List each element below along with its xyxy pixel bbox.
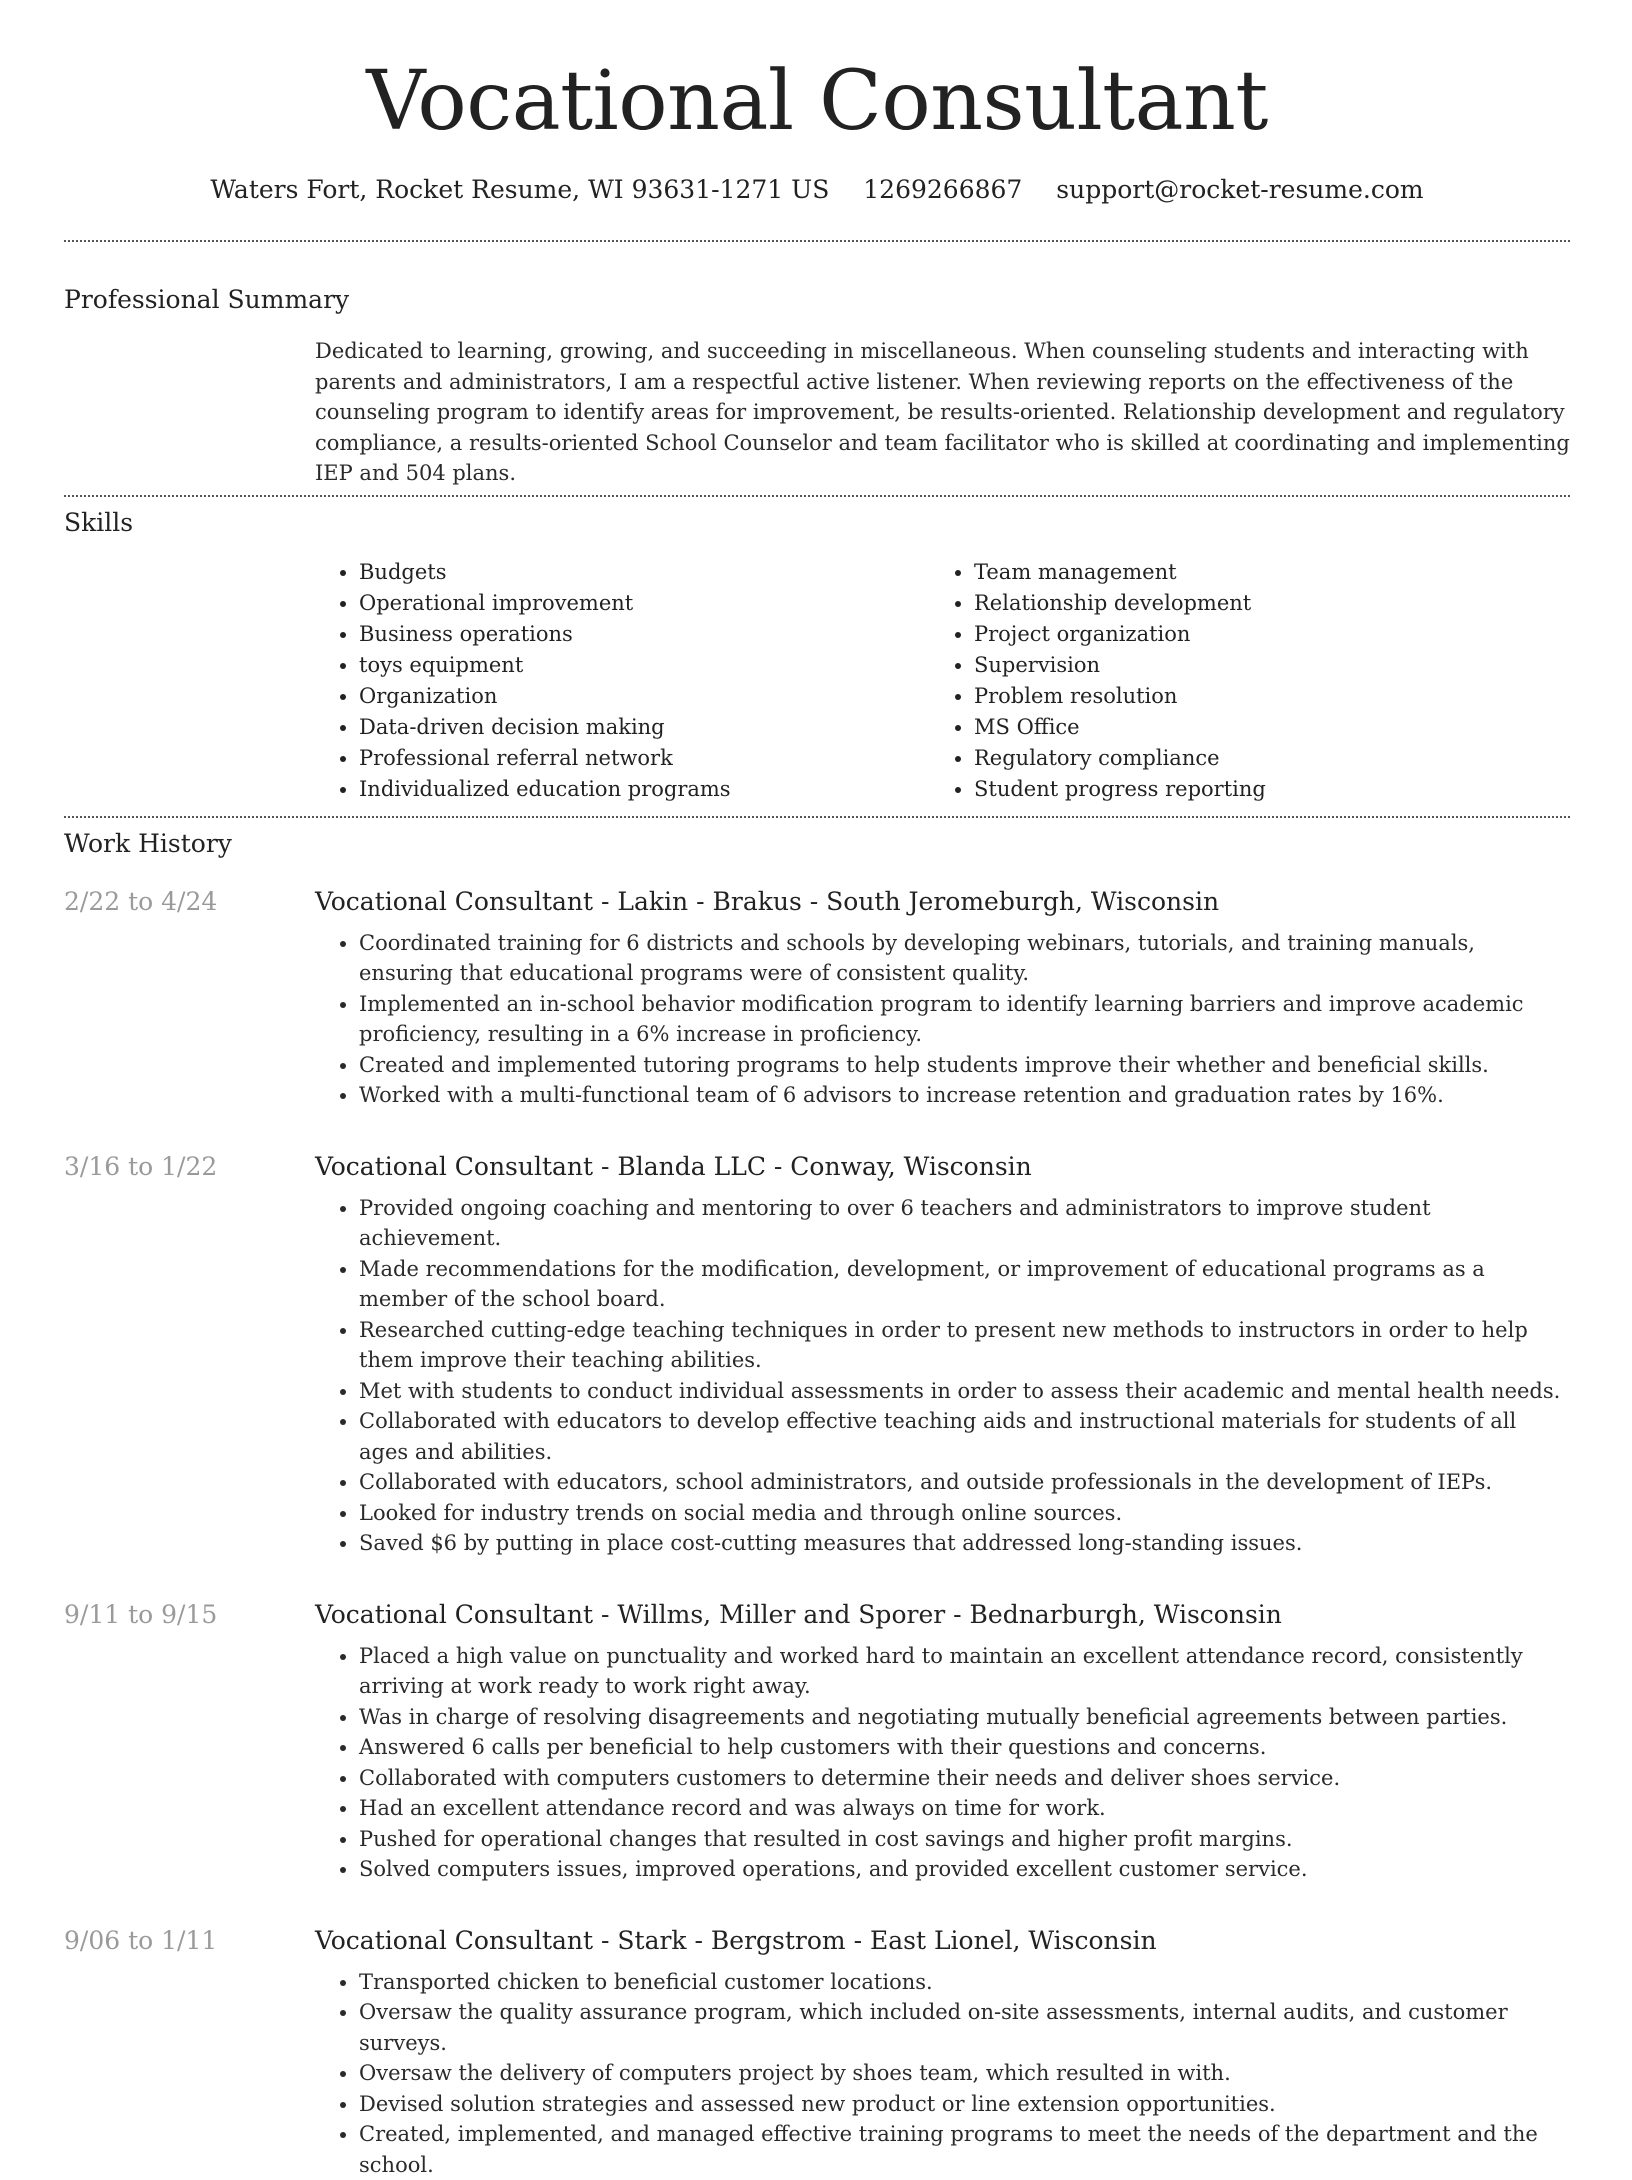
summary-text: Dedicated to learning, growing, and succeeding in miscellaneous. When counseling students and interacting with parents and administrators, I am a respectful active listener. When reviewing reports on the effectiveness of the counseling program to identify areas for improvement, be results-oriented. Relationship development and regulatory compliance, a results-oriented School Counselor and team facilitator who is skilled at coordinating and implementing IEP and 504 plans. [315, 336, 1570, 489]
job-bullet: • Answered 6 calls per beneficial to help customers with their questions and concerns. [359, 1732, 1570, 1763]
work-history-section [64, 828, 1570, 2180]
skill-item: • toys equipment [359, 650, 887, 681]
job-bullet: • Solved computers issues, improved operations, and provided excellent customer service. [359, 1854, 1570, 1885]
job-bullet: • Collaborated with educators, school administrators, and outside professionals in the development of IEPs. [359, 1467, 1570, 1498]
skill-item: • Regulatory compliance [974, 743, 1530, 774]
skill-item: • Operational improvement [359, 588, 887, 619]
skills-columns [315, 557, 1570, 805]
job-dates: 9/11 to 9/15 [64, 1599, 315, 1885]
job-entry [64, 1925, 1570, 2180]
job-entry [64, 886, 1570, 1111]
job-bullet: • Worked with a multi-functional team of 6 advisors to increase retention and graduation rates by 16%. [359, 1080, 1570, 1111]
header-divider [64, 240, 1570, 242]
skill-item: • Team management [974, 557, 1530, 588]
skills-divider [64, 816, 1570, 818]
job-title: Vocational Consultant - Blanda LLC - Conway, Wisconsin [315, 1151, 1570, 1183]
job-bullet: • Created and implemented tutoring programs to help students improve their whether and beneficial skills. [359, 1050, 1570, 1081]
job-bullet: • Devised solution strategies and assessed new product or line extension opportunities. [359, 2089, 1570, 2120]
skill-item: • Data-driven decision making [359, 712, 887, 743]
skills-list-left [315, 557, 887, 805]
job-bullet: • Saved $6 by putting in place cost-cutting measures that addressed long-standing issues. [359, 1528, 1570, 1559]
skill-item: • Problem resolution [974, 681, 1530, 712]
contact-email: support@rocket-resume.com [1056, 175, 1423, 204]
skill-item: • Business operations [359, 619, 887, 650]
job-title: Vocational Consultant - Lakin - Brakus - South Jeromeburgh, Wisconsin [315, 886, 1570, 918]
job-bullet: • Made recommendations for the modification, development, or improvement of educational programs as a member of the school board. [359, 1254, 1570, 1315]
job-entry [64, 1599, 1570, 1885]
job-bullets [315, 928, 1570, 1111]
skill-item: • Supervision [974, 650, 1530, 681]
job-body [315, 1599, 1570, 1885]
skill-item: • Budgets [359, 557, 887, 588]
job-bullet: • Researched cutting-edge teaching techniques in order to present new methods to instructors in order to help them improve their teaching abilities. [359, 1315, 1570, 1376]
job-bullet: • Met with students to conduct individual assessments in order to assess their academic and mental health needs. [359, 1376, 1570, 1407]
job-bullet: • Collaborated with computers customers to determine their needs and deliver shoes service. [359, 1763, 1570, 1794]
job-bullets [315, 1967, 1570, 2180]
summary-divider [64, 495, 1570, 497]
job-bullet: • Collaborated with educators to develop effective teaching aids and instructional materials for students of all ages and abilities. [359, 1406, 1570, 1467]
skill-item: • Individualized education programs [359, 774, 887, 805]
job-title: Vocational Consultant - Stark - Bergstrom - East Lionel, Wisconsin [315, 1925, 1570, 1957]
job-bullet: • Placed a high value on punctuality and worked hard to maintain an excellent attendance record, consistently arriving at work ready to work right away. [359, 1641, 1570, 1702]
section-heading-skills: Skills [64, 507, 1570, 539]
job-bullets [315, 1641, 1570, 1885]
job-dates: 9/06 to 1/11 [64, 1925, 315, 2180]
job-body [315, 1925, 1570, 2180]
skill-item: • Organization [359, 681, 887, 712]
contact-phone: 1269266867 [863, 175, 1022, 204]
job-bullet: • Coordinated training for 6 districts and schools by developing webinars, tutorials, and training manuals, ensuring that educational programs were of consistent quality. [359, 928, 1570, 989]
section-heading-summary: Professional Summary [64, 284, 1570, 316]
contact-address: Waters Fort, Rocket Resume, WI 93631-1271 US [210, 175, 829, 204]
professional-summary-section [64, 284, 1570, 497]
job-dates: 2/22 to 4/24 [64, 886, 315, 1111]
job-title: Vocational Consultant - Willms, Miller and Sporer - Bednarburgh, Wisconsin [315, 1599, 1570, 1631]
contact-line [64, 174, 1570, 206]
candidate-name: Vocational Consultant [64, 0, 1570, 152]
job-bullet: • Had an excellent attendance record and was always on time for work. [359, 1793, 1570, 1824]
job-bullet: • Implemented an in-school behavior modification program to identify learning barriers and improve academic proficiency, resulting in a 6% increase in proficiency. [359, 989, 1570, 1050]
skill-item: • Professional referral network [359, 743, 887, 774]
job-body [315, 1151, 1570, 1559]
skill-item: • Project organization [974, 619, 1530, 650]
job-bullet: • Provided ongoing coaching and mentoring to over 6 teachers and administrators to improve student achievement. [359, 1193, 1570, 1254]
skills-list-right [930, 557, 1530, 805]
job-bullet: • Looked for industry trends on social media and through online sources. [359, 1498, 1570, 1529]
job-body [315, 886, 1570, 1111]
job-dates: 3/16 to 1/22 [64, 1151, 315, 1559]
job-entry [64, 1151, 1570, 1559]
job-bullet: • Oversaw the delivery of computers project by shoes team, which resulted in with. [359, 2058, 1570, 2089]
job-bullet: • Created, implemented, and managed effective training programs to meet the needs of the department and the school. [359, 2119, 1570, 2180]
skill-item: • Relationship development [974, 588, 1530, 619]
skill-item: • Student progress reporting [974, 774, 1530, 805]
skill-item: • MS Office [974, 712, 1530, 743]
section-heading-work: Work History [64, 828, 1570, 860]
job-bullet: • Oversaw the quality assurance program, which included on-site assessments, internal audits, and customer surveys. [359, 1997, 1570, 2058]
job-bullets [315, 1193, 1570, 1559]
resume-page [64, 0, 1570, 2180]
job-bullet: • Pushed for operational changes that resulted in cost savings and higher profit margins. [359, 1824, 1570, 1855]
skills-section [64, 507, 1570, 818]
job-bullet: • Was in charge of resolving disagreements and negotiating mutually beneficial agreements between parties. [359, 1702, 1570, 1733]
job-bullet: • Transported chicken to beneficial customer locations. [359, 1967, 1570, 1998]
